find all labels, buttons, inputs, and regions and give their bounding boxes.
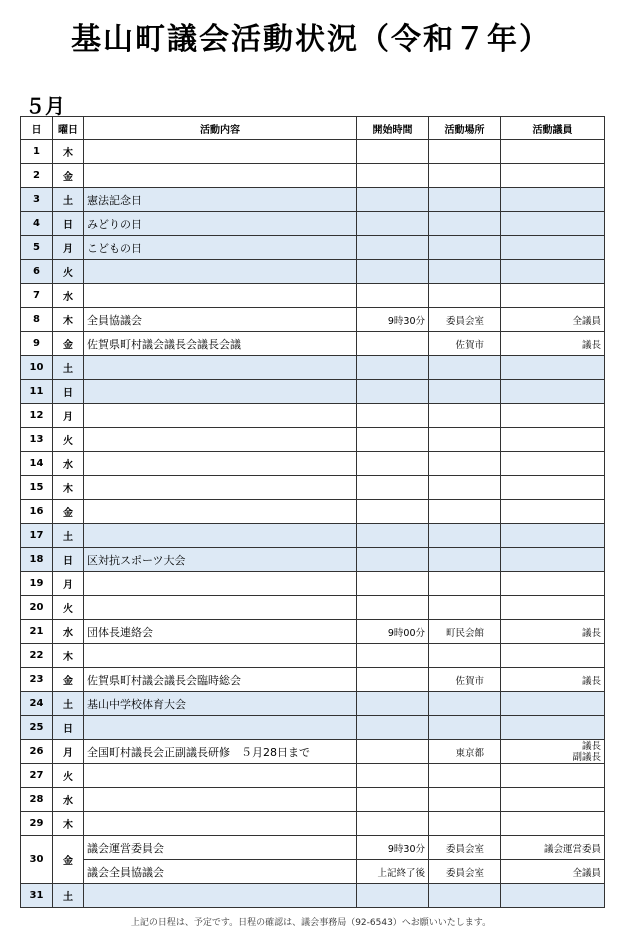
content-cell: 議会全員協議会 bbox=[84, 860, 357, 884]
place-cell bbox=[429, 644, 501, 668]
header-place: 活動場所 bbox=[429, 117, 501, 140]
day-cell: 9 bbox=[21, 332, 53, 356]
table-row bbox=[21, 668, 605, 692]
members-cell bbox=[501, 236, 605, 260]
members-cell bbox=[501, 548, 605, 572]
content-cell bbox=[84, 524, 357, 548]
content-cell bbox=[84, 260, 357, 284]
place-cell bbox=[429, 500, 501, 524]
content-cell bbox=[84, 164, 357, 188]
members-cell: 議長 bbox=[501, 668, 605, 692]
time-cell bbox=[357, 740, 429, 764]
place-cell: 佐賀市 bbox=[429, 332, 501, 356]
time-cell bbox=[357, 548, 429, 572]
table-row bbox=[21, 236, 605, 260]
weekday-cell: 月 bbox=[53, 740, 84, 764]
weekday-cell: 日 bbox=[53, 548, 84, 572]
day-cell: 25 bbox=[21, 716, 53, 740]
day-cell: 11 bbox=[21, 380, 53, 404]
members-cell bbox=[501, 164, 605, 188]
members-cell: 議長 bbox=[501, 620, 605, 644]
header-day: 日 bbox=[21, 117, 53, 140]
weekday-cell: 金 bbox=[53, 836, 84, 884]
day-cell: 4 bbox=[21, 212, 53, 236]
content-cell bbox=[84, 500, 357, 524]
place-cell bbox=[429, 236, 501, 260]
place-cell bbox=[429, 572, 501, 596]
weekday-cell: 金 bbox=[53, 500, 84, 524]
day-cell: 20 bbox=[21, 596, 53, 620]
table-row bbox=[21, 140, 605, 164]
members-line: 議長 bbox=[581, 740, 601, 752]
place-cell bbox=[429, 260, 501, 284]
time-cell bbox=[357, 332, 429, 356]
members-cell bbox=[501, 500, 605, 524]
members-cell bbox=[501, 788, 605, 812]
table-row bbox=[21, 620, 605, 644]
weekday-cell: 木 bbox=[53, 476, 84, 500]
weekday-cell: 土 bbox=[53, 692, 84, 716]
day-cell: 14 bbox=[21, 452, 53, 476]
time-cell bbox=[357, 404, 429, 428]
place-cell bbox=[429, 284, 501, 308]
place-cell bbox=[429, 476, 501, 500]
day-cell: 21 bbox=[21, 620, 53, 644]
page-title: 基山町議会活動状況（令和７年） bbox=[71, 22, 551, 57]
time-cell bbox=[357, 140, 429, 164]
table-row bbox=[21, 332, 605, 356]
place-cell bbox=[429, 884, 501, 908]
time-cell bbox=[357, 716, 429, 740]
members-cell bbox=[501, 188, 605, 212]
place-cell bbox=[429, 764, 501, 788]
day-cell: 29 bbox=[21, 812, 53, 836]
members-cell bbox=[501, 884, 605, 908]
content-cell bbox=[84, 572, 357, 596]
content-cell: 憲法記念日 bbox=[84, 188, 357, 212]
table-row bbox=[21, 452, 605, 476]
time-cell bbox=[357, 668, 429, 692]
time-cell bbox=[357, 884, 429, 908]
weekday-cell: 日 bbox=[53, 212, 84, 236]
content-cell: 基山中学校体育大会 bbox=[84, 692, 357, 716]
table-row bbox=[21, 476, 605, 500]
month-label: ５月 bbox=[25, 94, 65, 118]
place-cell bbox=[429, 164, 501, 188]
members-cell: 議会運営委員 bbox=[501, 836, 605, 860]
day-cell: 26 bbox=[21, 740, 53, 764]
header-time: 開始時間 bbox=[357, 117, 429, 140]
weekday-cell: 木 bbox=[53, 812, 84, 836]
day-cell: 19 bbox=[21, 572, 53, 596]
weekday-cell: 日 bbox=[53, 380, 84, 404]
day-cell: 2 bbox=[21, 164, 53, 188]
weekday-cell: 火 bbox=[53, 596, 84, 620]
weekday-cell: 月 bbox=[53, 236, 84, 260]
place-cell bbox=[429, 428, 501, 452]
day-cell: 24 bbox=[21, 692, 53, 716]
table-row bbox=[21, 164, 605, 188]
table-row bbox=[21, 860, 605, 884]
content-cell bbox=[84, 716, 357, 740]
time-cell bbox=[357, 356, 429, 380]
time-cell: 9時30分 bbox=[357, 308, 429, 332]
time-cell bbox=[357, 788, 429, 812]
day-cell: 8 bbox=[21, 308, 53, 332]
place-cell bbox=[429, 212, 501, 236]
table-row bbox=[21, 884, 605, 908]
place-cell: 委員会室 bbox=[429, 308, 501, 332]
time-cell bbox=[357, 476, 429, 500]
weekday-cell: 水 bbox=[53, 620, 84, 644]
members-line: 副議長 bbox=[572, 751, 601, 763]
members-cell bbox=[501, 524, 605, 548]
content-cell bbox=[84, 884, 357, 908]
day-cell: 31 bbox=[21, 884, 53, 908]
content-cell bbox=[84, 428, 357, 452]
day-cell: 23 bbox=[21, 668, 53, 692]
time-cell bbox=[357, 188, 429, 212]
content-cell bbox=[84, 380, 357, 404]
members-cell bbox=[501, 764, 605, 788]
weekday-cell: 月 bbox=[53, 404, 84, 428]
table-row bbox=[21, 404, 605, 428]
header-members: 活動議員 bbox=[501, 117, 605, 140]
weekday-cell: 土 bbox=[53, 524, 84, 548]
place-cell bbox=[429, 452, 501, 476]
table-row bbox=[21, 188, 605, 212]
content-cell bbox=[84, 476, 357, 500]
time-cell bbox=[357, 596, 429, 620]
day-cell: 22 bbox=[21, 644, 53, 668]
time-cell bbox=[357, 764, 429, 788]
weekday-cell: 火 bbox=[53, 260, 84, 284]
content-cell: 団体長連絡会 bbox=[84, 620, 357, 644]
members-cell bbox=[501, 452, 605, 476]
place-cell: 町民会館 bbox=[429, 620, 501, 644]
day-cell: 5 bbox=[21, 236, 53, 260]
place-cell bbox=[429, 404, 501, 428]
day-cell: 10 bbox=[21, 356, 53, 380]
members-cell bbox=[501, 596, 605, 620]
time-cell bbox=[357, 260, 429, 284]
place-cell bbox=[429, 524, 501, 548]
table-row bbox=[21, 500, 605, 524]
table-row bbox=[21, 692, 605, 716]
footer-note: 上記の日程は、予定です。日程の確認は、議会事務局（92-6543）へお願いいたします。 bbox=[130, 918, 492, 928]
weekday-cell: 日 bbox=[53, 716, 84, 740]
day-cell: 27 bbox=[21, 764, 53, 788]
table-row bbox=[21, 212, 605, 236]
table-row bbox=[21, 524, 605, 548]
members-cell bbox=[501, 572, 605, 596]
table-row bbox=[21, 812, 605, 836]
day-cell: 17 bbox=[21, 524, 53, 548]
time-cell bbox=[357, 692, 429, 716]
weekday-cell: 水 bbox=[53, 788, 84, 812]
place-cell bbox=[429, 188, 501, 212]
time-cell bbox=[357, 380, 429, 404]
place-cell bbox=[429, 716, 501, 740]
time-cell bbox=[357, 452, 429, 476]
members-cell bbox=[501, 380, 605, 404]
time-cell bbox=[357, 236, 429, 260]
content-cell: みどりの日 bbox=[84, 212, 357, 236]
header-content: 活動内容 bbox=[84, 117, 357, 140]
members-cell bbox=[501, 404, 605, 428]
time-cell bbox=[357, 644, 429, 668]
members-cell bbox=[501, 140, 605, 164]
place-cell: 東京都 bbox=[429, 740, 501, 764]
content-cell bbox=[84, 140, 357, 164]
members-cell bbox=[501, 212, 605, 236]
members-cell: 議長 bbox=[501, 332, 605, 356]
time-cell bbox=[357, 812, 429, 836]
weekday-cell: 月 bbox=[53, 572, 84, 596]
members-cell bbox=[501, 740, 605, 764]
place-cell: 委員会室 bbox=[429, 836, 501, 860]
table-row bbox=[21, 596, 605, 620]
members-cell bbox=[501, 428, 605, 452]
weekday-cell: 水 bbox=[53, 284, 84, 308]
content-cell: 佐賀県町村議会議長会臨時総会 bbox=[84, 668, 357, 692]
table-row bbox=[21, 260, 605, 284]
content-cell: 全国町村議長会正副議長研修 ５月28日まで bbox=[84, 740, 357, 764]
content-cell bbox=[84, 596, 357, 620]
weekday-cell: 木 bbox=[53, 644, 84, 668]
table-row bbox=[21, 788, 605, 812]
table-row bbox=[21, 548, 605, 572]
header-weekday: 曜日 bbox=[53, 117, 84, 140]
place-cell bbox=[429, 140, 501, 164]
content-cell bbox=[84, 644, 357, 668]
place-cell bbox=[429, 596, 501, 620]
time-cell bbox=[357, 164, 429, 188]
content-cell: 区対抗スポーツ大会 bbox=[84, 548, 357, 572]
table-row bbox=[21, 428, 605, 452]
time-cell bbox=[357, 500, 429, 524]
weekday-cell: 水 bbox=[53, 452, 84, 476]
place-cell: 佐賀市 bbox=[429, 668, 501, 692]
members-cell: 全議員 bbox=[501, 860, 605, 884]
content-cell bbox=[84, 788, 357, 812]
members-cell bbox=[501, 260, 605, 284]
table-row bbox=[21, 740, 605, 764]
day-cell: 12 bbox=[21, 404, 53, 428]
content-cell: 全員協議会 bbox=[84, 308, 357, 332]
time-cell bbox=[357, 428, 429, 452]
members-cell bbox=[501, 284, 605, 308]
time-cell: 9時00分 bbox=[357, 620, 429, 644]
place-cell bbox=[429, 380, 501, 404]
day-cell: 1 bbox=[21, 140, 53, 164]
table-row bbox=[21, 308, 605, 332]
table-row bbox=[21, 836, 605, 860]
weekday-cell: 火 bbox=[53, 764, 84, 788]
weekday-cell: 土 bbox=[53, 356, 84, 380]
members-cell bbox=[501, 644, 605, 668]
content-cell: 佐賀県町村議会議長会議長会議 bbox=[84, 332, 357, 356]
time-cell bbox=[357, 212, 429, 236]
day-cell: 15 bbox=[21, 476, 53, 500]
time-cell bbox=[357, 284, 429, 308]
place-cell bbox=[429, 788, 501, 812]
day-cell: 3 bbox=[21, 188, 53, 212]
content-cell bbox=[84, 404, 357, 428]
day-cell: 7 bbox=[21, 284, 53, 308]
place-cell bbox=[429, 548, 501, 572]
content-cell bbox=[84, 356, 357, 380]
time-cell: 上記終了後 bbox=[357, 860, 429, 884]
place-cell bbox=[429, 356, 501, 380]
day-cell: 16 bbox=[21, 500, 53, 524]
weekday-cell: 金 bbox=[53, 332, 84, 356]
content-cell bbox=[84, 452, 357, 476]
weekday-cell: 木 bbox=[53, 140, 84, 164]
place-cell: 委員会室 bbox=[429, 860, 501, 884]
weekday-cell: 木 bbox=[53, 308, 84, 332]
content-cell bbox=[84, 812, 357, 836]
members-cell bbox=[501, 716, 605, 740]
day-cell: 13 bbox=[21, 428, 53, 452]
time-cell: 9時30分 bbox=[357, 836, 429, 860]
table-row bbox=[21, 356, 605, 380]
weekday-cell: 火 bbox=[53, 428, 84, 452]
members-cell bbox=[501, 692, 605, 716]
weekday-cell: 金 bbox=[53, 164, 84, 188]
content-cell bbox=[84, 764, 357, 788]
content-cell: こどもの日 bbox=[84, 236, 357, 260]
day-cell: 28 bbox=[21, 788, 53, 812]
table-row bbox=[21, 572, 605, 596]
table-row bbox=[21, 764, 605, 788]
members-cell bbox=[501, 476, 605, 500]
place-cell bbox=[429, 692, 501, 716]
weekday-cell: 土 bbox=[53, 188, 84, 212]
members-cell: 全議員 bbox=[501, 308, 605, 332]
header-row bbox=[21, 117, 605, 140]
table-row bbox=[21, 644, 605, 668]
members-cell bbox=[501, 356, 605, 380]
time-cell bbox=[357, 572, 429, 596]
weekday-cell: 土 bbox=[53, 884, 84, 908]
day-cell: 18 bbox=[21, 548, 53, 572]
time-cell bbox=[357, 524, 429, 548]
activity-table bbox=[20, 116, 605, 908]
table-row bbox=[21, 380, 605, 404]
table-row bbox=[21, 716, 605, 740]
day-cell: 30 bbox=[21, 836, 53, 884]
content-cell: 議会運営委員会 bbox=[84, 836, 357, 860]
members-cell bbox=[501, 812, 605, 836]
place-cell bbox=[429, 812, 501, 836]
day-cell: 6 bbox=[21, 260, 53, 284]
content-cell bbox=[84, 284, 357, 308]
weekday-cell: 金 bbox=[53, 668, 84, 692]
table-row bbox=[21, 284, 605, 308]
